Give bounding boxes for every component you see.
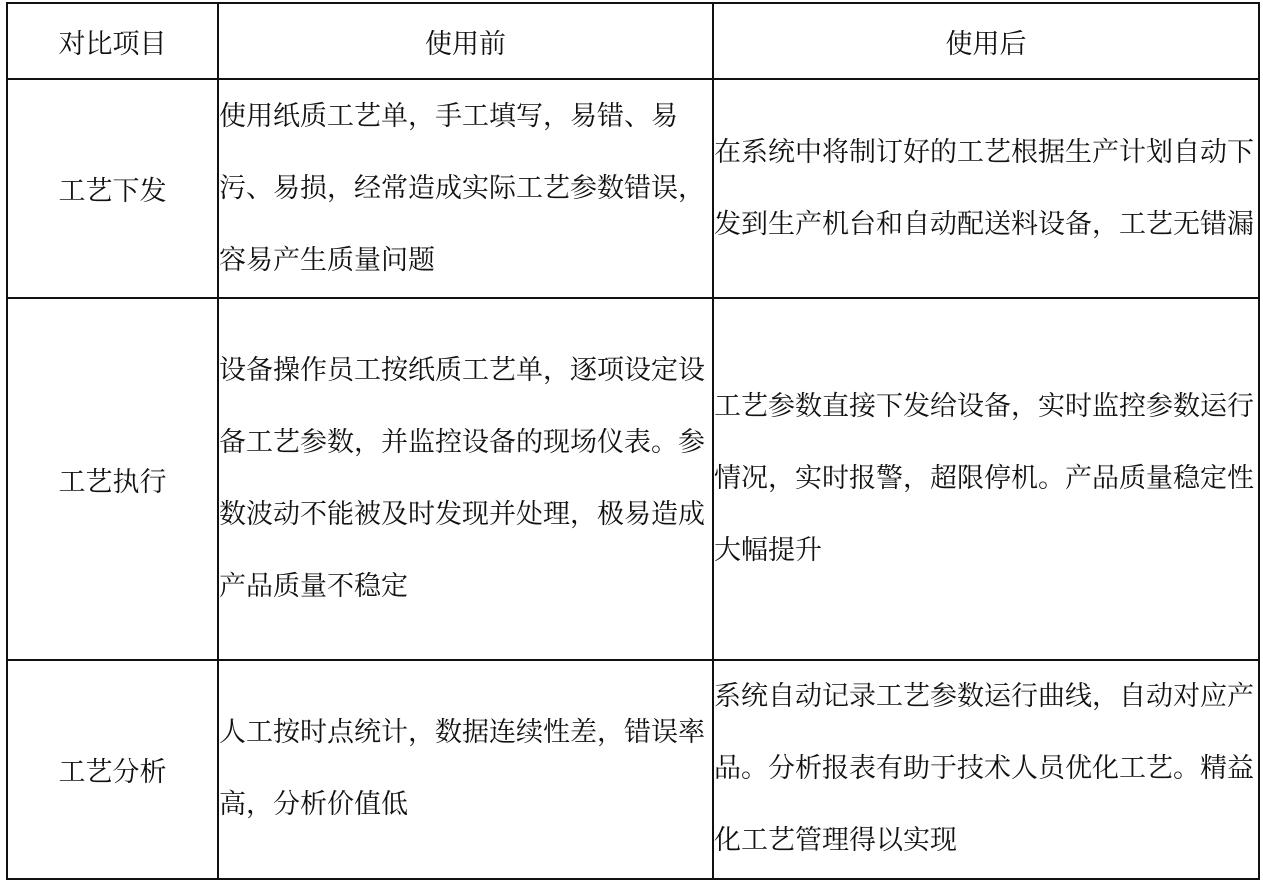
table-header-row <box>7 3 1259 79</box>
row-item-label: 工艺下发 <box>7 79 218 298</box>
row-item-label: 工艺分析 <box>7 660 218 879</box>
row-after-cell: 在系统中将制订好的工艺根据生产计划自动下发到生产机台和自动配送料设备，工艺无错漏 <box>713 79 1259 298</box>
header-after: 使用后 <box>713 3 1259 79</box>
row-before-cell: 设备操作员工按纸质工艺单，逐项设定设备工艺参数，并监控设备的现场仪表。参数波动不能被及时发现并处理，极易造成产品质量不稳定 <box>218 298 713 660</box>
row-before-cell: 人工按时点统计，数据连续性差，错误率高，分析价值低 <box>218 660 713 879</box>
comparison-table <box>6 2 1260 880</box>
header-before: 使用前 <box>218 3 713 79</box>
row-item-label: 工艺执行 <box>7 298 218 660</box>
header-item: 对比项目 <box>7 3 218 79</box>
row-after-cell: 工艺参数直接下发给设备，实时监控参数运行情况，实时报警，超限停机。产品质量稳定性大幅提升 <box>713 298 1259 660</box>
table-row <box>7 79 1259 298</box>
table-row <box>7 660 1259 879</box>
row-after-cell: 系统自动记录工艺参数运行曲线，自动对应产品。分析报表有助于技术人员优化工艺。精益化工艺管理得以实现 <box>713 660 1259 879</box>
table-row <box>7 298 1259 660</box>
row-before-cell: 使用纸质工艺单，手工填写，易错、易污、易损，经常造成实际工艺参数错误，容易产生质量问题 <box>218 79 713 298</box>
